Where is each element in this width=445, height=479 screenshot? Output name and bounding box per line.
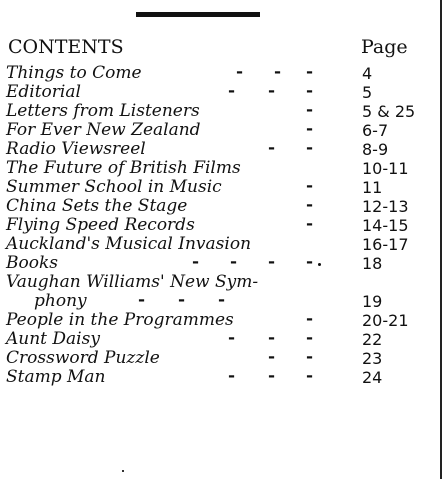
toc-entry-page: 22 [362, 330, 383, 349]
toc-entry-page: 11 [362, 178, 383, 197]
toc-entry-page: 5 & 25 [362, 102, 416, 121]
toc-entry [6, 216, 438, 235]
toc-entry [6, 254, 438, 273]
toc-entry-title: Vaughan Williams' New Sym- [6, 272, 259, 292]
toc-entry-title: Editorial [6, 82, 81, 102]
leader-dots: - [306, 176, 314, 196]
page-heading: Page [361, 36, 408, 58]
toc-entry-page: 12-13 [362, 197, 409, 216]
contents-list [6, 64, 438, 387]
leader-dots: - - - [228, 328, 314, 348]
toc-entry-title: Summer School in Music [6, 177, 222, 197]
toc-entry-title: Auckland's Musical Invasion [6, 234, 252, 254]
toc-entry-page: 5 [362, 83, 373, 102]
toc-entry-title: Books [6, 253, 58, 273]
toc-entry-title: Stamp Man [6, 367, 106, 387]
toc-entry-title: Aunt Daisy [6, 329, 100, 349]
toc-entry [6, 102, 438, 121]
leader-dots: - [306, 195, 314, 215]
toc-entry-title: Things to Come [6, 63, 142, 83]
leader-dots: - [306, 119, 314, 139]
toc-entry [6, 64, 438, 83]
leader-dots: - - - [236, 62, 314, 82]
toc-entry-title: China Sets the Stage [6, 196, 188, 216]
leader-dots: - - [268, 138, 314, 158]
toc-entry [6, 330, 438, 349]
toc-entry [6, 178, 438, 197]
toc-entry [6, 197, 438, 216]
toc-entry-page: 10-11 [362, 159, 409, 178]
toc-entry-page: 4 [362, 64, 373, 83]
toc-entry-page: 24 [362, 368, 383, 387]
leader-dots: - [306, 309, 314, 329]
toc-entry-title: People in the Programmes [6, 310, 234, 330]
top-rule [136, 12, 260, 17]
leader-dots: - - [268, 347, 314, 367]
toc-entry-page: 20-21 [362, 311, 409, 330]
toc-entry-page: 6-7 [362, 121, 389, 140]
toc-entry [6, 159, 438, 178]
contents-heading: CONTENTS [8, 36, 124, 58]
toc-entry-title: Letters from Listeners [6, 101, 200, 121]
toc-entry [6, 140, 438, 159]
leader-dots: - - - [138, 290, 226, 310]
toc-entry [6, 349, 438, 368]
column-border [440, 0, 442, 479]
toc-entry-page: 23 [362, 349, 383, 368]
leader-dots: - [306, 214, 314, 234]
leader-dots: - - - - [192, 252, 314, 272]
print-speck [318, 263, 321, 266]
toc-entry-page: 19 [362, 292, 383, 311]
toc-entry [6, 311, 438, 330]
toc-entry-page: 14-15 [362, 216, 409, 235]
leader-dots: - - - [228, 366, 314, 386]
toc-entry [6, 292, 438, 311]
contents-header [8, 36, 438, 60]
leader-dots: - [306, 100, 314, 120]
toc-entry-page: 8-9 [362, 140, 389, 159]
toc-entry [6, 235, 438, 254]
toc-entry [6, 368, 438, 387]
toc-entry-title: The Future of British Films [6, 158, 241, 178]
toc-entry [6, 121, 438, 140]
print-speck [122, 470, 124, 472]
toc-entry [6, 83, 438, 102]
toc-entry-page: 16-17 [362, 235, 409, 254]
leader-dots: - - - [228, 81, 314, 101]
toc-entry-page: 18 [362, 254, 383, 273]
toc-entry-title: Radio Viewsreel [6, 139, 146, 159]
toc-entry-title: Crossword Puzzle [6, 348, 160, 368]
toc-entry-title: Flying Speed Records [6, 215, 195, 235]
toc-entry-title: phony [34, 291, 87, 311]
toc-entry-title: For Ever New Zealand [6, 120, 201, 140]
